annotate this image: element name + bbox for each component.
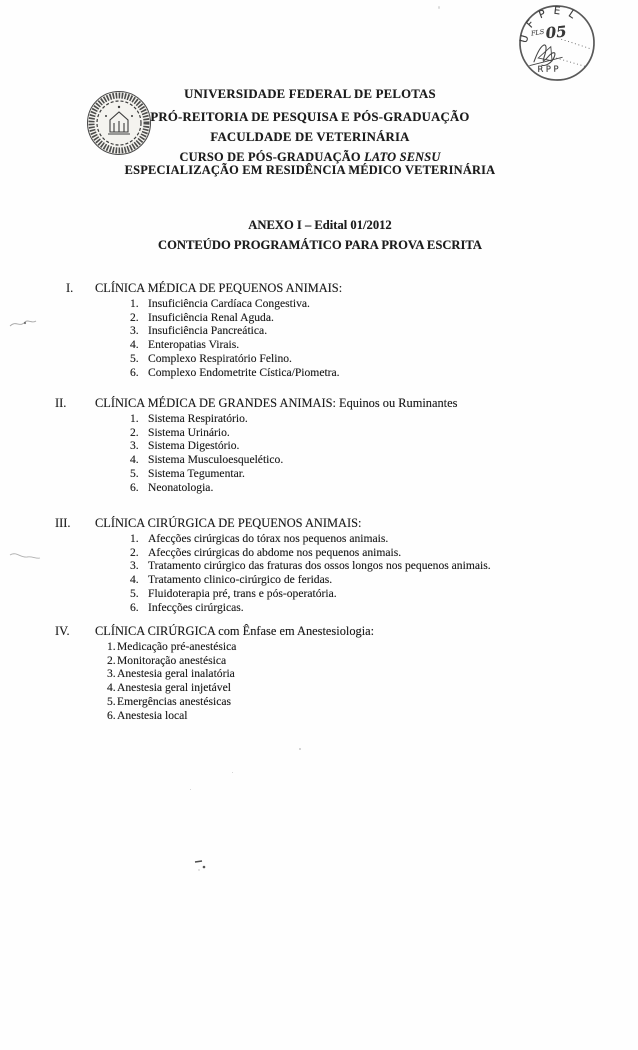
- list-item: [130, 587, 605, 601]
- stamp-dept-text: RPP: [537, 64, 562, 76]
- item-text: Sistema Digestório.: [148, 439, 240, 453]
- item-number: 3.: [130, 324, 139, 338]
- list-item: [130, 412, 605, 426]
- item-text: Sistema Urinário.: [148, 425, 230, 439]
- item-number: 3.: [107, 667, 116, 681]
- item-text: Afecções cirúrgicas do abdome nos pequenos animais.: [148, 545, 402, 559]
- item-text: Medicação pré-anestésica: [117, 640, 237, 653]
- content-title: CONTEÚDO PROGRAMÁTICO PARA PROVA ESCRITA: [158, 238, 482, 252]
- section-numeral: III.: [55, 516, 71, 530]
- item-number: 5.: [130, 466, 139, 480]
- section-heading: CLÍNICA CIRÚRGICA com Ênfase em Anestesiologia:: [95, 624, 375, 638]
- item-text: Afecções cirúrgicas do tórax nos pequenos animais.: [148, 532, 389, 545]
- item-text: Insuficiência Renal Aguda.: [148, 310, 274, 324]
- item-text: Anestesia geral inalatória: [117, 667, 235, 681]
- item-text: Fluidoterapia pré, trans e pós-operatória.: [148, 586, 337, 600]
- item-number: 5.: [107, 694, 116, 708]
- approval-stamp: [513, 0, 601, 87]
- item-text: Sistema Musculoesquelético.: [148, 453, 284, 467]
- list-item: [130, 559, 605, 573]
- item-number: 6.: [130, 365, 139, 379]
- section-numeral: II.: [55, 396, 67, 410]
- item-text: Complexo Endometrite Cística/Piometra.: [148, 365, 340, 379]
- item-text: Insuficiência Pancreática.: [148, 324, 268, 338]
- section-numeral: IV.: [55, 624, 70, 638]
- list-item: [130, 366, 605, 380]
- section-item-list: [55, 412, 605, 494]
- section-item-list: [55, 297, 605, 379]
- scan-speckle: [190, 789, 191, 790]
- item-number: 6.: [107, 708, 116, 722]
- section-heading: CLÍNICA CIRÚRGICA DE PEQUENOS ANIMAIS:: [95, 516, 362, 530]
- scan-speckle: [438, 6, 440, 9]
- item-number: 2.: [130, 425, 139, 439]
- list-item: [107, 681, 605, 695]
- section-small-animal-medicine: [55, 281, 605, 379]
- item-text: Complexo Respiratório Felino.: [148, 351, 292, 365]
- list-item: [130, 324, 605, 338]
- item-number: 2.: [107, 653, 116, 667]
- item-text: Emergências anestésicas: [117, 694, 232, 708]
- stamp-org-text: UFPEL: [517, 4, 584, 45]
- section-numeral: I.: [66, 281, 74, 295]
- item-number: 3.: [130, 439, 139, 453]
- item-number: 4.: [130, 338, 139, 352]
- item-text: Enteropatias Virais.: [148, 338, 240, 352]
- pen-mark: [8, 548, 42, 569]
- section-heading: CLÍNICA MÉDICA DE PEQUENOS ANIMAIS:: [95, 281, 343, 295]
- list-item: [107, 695, 605, 709]
- letterhead-university: UNIVERSIDADE FEDERAL DE PELOTAS: [184, 87, 436, 101]
- letterhead-faculty: FACULDADE DE VETERINÁRIA: [210, 130, 410, 144]
- list-item: [107, 640, 605, 654]
- stamp-fls-label: FLS: [530, 27, 545, 38]
- item-number: 1.: [130, 532, 139, 545]
- item-text: Sistema Respiratório.: [148, 412, 248, 425]
- list-item: [130, 426, 605, 440]
- list-item: [130, 532, 605, 546]
- scan-speckle: [232, 772, 233, 773]
- list-item: [130, 481, 605, 495]
- item-text: Neonatologia.: [148, 480, 214, 494]
- item-text: Anestesia geral injetável: [117, 681, 231, 695]
- list-item: [130, 352, 605, 366]
- letterhead-prorectory: PRÓ-REITORIA DE PESQUISA E PÓS-GRADUAÇÃO: [150, 110, 470, 124]
- list-item: [130, 573, 605, 587]
- item-text: Tratamento clinico-cirúrgico de feridas.: [148, 573, 333, 587]
- item-number: 4.: [107, 681, 116, 695]
- letterhead-course-latin: LATO SENSU: [364, 150, 441, 164]
- list-item: [130, 601, 605, 615]
- item-number: 6.: [130, 600, 139, 614]
- pen-mark: [8, 314, 44, 339]
- list-item: [130, 297, 605, 311]
- item-number: 2.: [130, 545, 139, 559]
- section-small-animal-surgery: [55, 516, 605, 614]
- list-item: [130, 546, 605, 560]
- stamp-graphic: [513, 0, 601, 87]
- annex-title: ANEXO I – Edital 01/2012: [248, 218, 392, 232]
- list-item: [130, 453, 605, 467]
- list-item: [130, 311, 605, 325]
- item-number: 5.: [130, 351, 139, 365]
- list-item: [107, 709, 605, 723]
- pen-mark: [192, 856, 212, 879]
- item-text: Sistema Tegumentar.: [148, 466, 245, 480]
- item-text: Anestesia local: [117, 708, 188, 722]
- item-text: Tratamento cirúrgico das fraturas dos ossos longos nos pequenos animais.: [148, 559, 491, 573]
- list-item: [107, 667, 605, 681]
- item-number: 5.: [130, 586, 139, 600]
- item-text: Infecções cirúrgicas.: [148, 600, 244, 614]
- item-number: 2.: [130, 310, 139, 324]
- section-surgery-anesthesiology: [55, 624, 605, 722]
- list-item: [107, 654, 605, 668]
- item-number: 1.: [130, 412, 139, 425]
- list-item: [130, 338, 605, 352]
- list-item: [130, 439, 605, 453]
- section-item-list: [55, 532, 605, 614]
- stamp-page-number: 05: [544, 22, 568, 43]
- item-text: Monitoração anestésica: [117, 653, 227, 667]
- section-heading: CLÍNICA MÉDICA DE GRANDES ANIMAIS: Equinos ou Ruminantes: [95, 396, 458, 410]
- item-number: 1.: [130, 297, 139, 310]
- item-number: 6.: [130, 480, 139, 494]
- item-text: Insuficiência Cardíaca Congestiva.: [148, 297, 310, 310]
- item-number: 4.: [130, 573, 139, 587]
- item-number: 4.: [130, 453, 139, 467]
- item-number: 1.: [107, 640, 116, 653]
- section-large-animal-medicine: [55, 396, 605, 494]
- letterhead-course-text: CURSO DE PÓS-GRADUAÇÃO: [179, 150, 365, 164]
- item-number: 3.: [130, 559, 139, 573]
- letterhead-specialization: ESPECIALIZAÇÃO EM RESIDÊNCIA MÉDICO VETERINÁRIA: [124, 163, 496, 177]
- section-item-list: [55, 640, 605, 722]
- scan-speckle: [299, 748, 301, 750]
- list-item: [130, 467, 605, 481]
